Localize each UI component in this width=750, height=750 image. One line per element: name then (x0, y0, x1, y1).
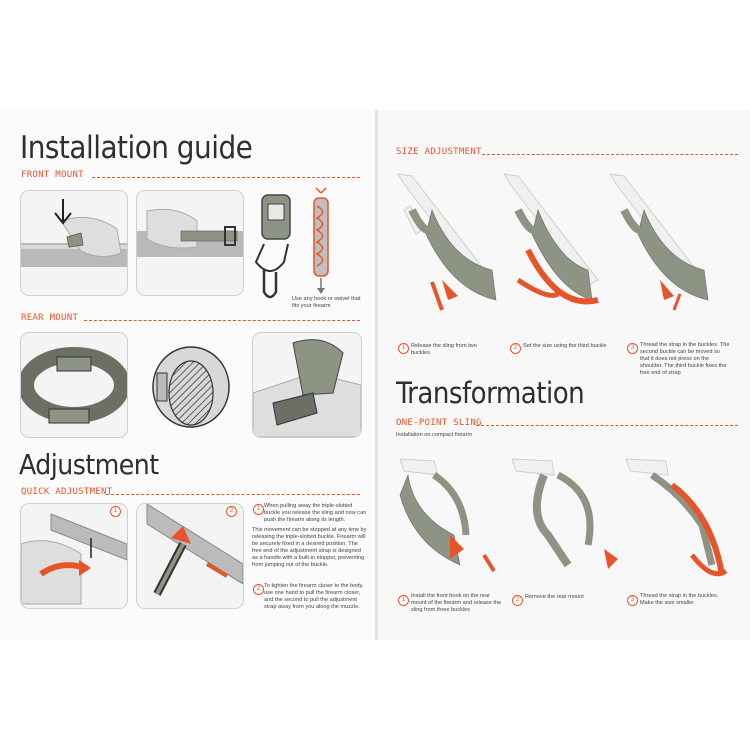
rear-mount-illustration-1 (21, 333, 127, 437)
front-mount-rule (92, 177, 360, 178)
one-point-sling-rule (476, 425, 738, 426)
rear-mount-panel-1 (20, 332, 128, 438)
quick-adjustment-panel-1 (20, 503, 128, 609)
rear-mount-panel-2 (136, 332, 244, 438)
installation-guide-title: Installation guide (20, 130, 253, 166)
one-point-step-1-number: 1 (398, 595, 409, 606)
rear-mount-label: REAR MOUNT (21, 313, 79, 323)
quick-adjustment-text-1-number: 1 (253, 504, 264, 515)
one-point-step-1-text: Install the front hook on the rear mount of the firearm and release the sling from three buckles (411, 593, 502, 613)
rear-mount-illustration-2 (137, 333, 243, 437)
transformation-title: Transformation (396, 376, 585, 410)
quick-adjustment-text-2: To tighten the firearm closer to the body, use one hand to pull the firearm closer, and the second to pull the adjustment strap away from you along the muzzle. (264, 583, 364, 610)
page-fold (375, 110, 378, 640)
size-step-2-number: 2 (510, 343, 521, 354)
front-mount-label: FRONT MOUNT (21, 170, 84, 180)
one-point-step-2-text: Remove the rear mount (525, 594, 584, 600)
quick-adjustment-panel-2 (136, 503, 244, 609)
size-step-2-text: Set the size using the third buckle (523, 343, 607, 349)
quick-adjustment-text-1b: This movement can be stopped at any time by releasing the triple-slotted buckle. Firearm will be securely fixed in a desired position. The free end of the adjustment strap is designed as a handle with a built-in stopper, preventing from jumping out of the buckle. (252, 527, 367, 568)
quick-adjustment-step-1-number: 1 (110, 506, 121, 517)
size-adjustment-rule (482, 154, 738, 155)
quick-adjustment-label: QUICK ADJUSTMENT (21, 487, 113, 497)
size-step-1-number: 1 (398, 343, 409, 354)
front-mount-panel-2 (136, 190, 244, 296)
size-step-3-number: 3 (627, 343, 638, 354)
quick-adjustment-step-2-number: 2 (226, 506, 237, 517)
front-mount-caption: Use any hook or swivel that fits your firearm (292, 296, 361, 309)
adjustment-title: Adjustment (19, 448, 159, 481)
front-mount-panel-1 (20, 190, 128, 296)
size-step-1-text: Release the sling from two buckles (411, 343, 477, 356)
one-point-sling-subtitle: Installation on compact firearm (396, 432, 473, 438)
one-point-step-3-number: 3 (627, 595, 638, 606)
quick-adjustment-illustration-2 (137, 504, 243, 608)
rear-mount-rule (84, 320, 360, 321)
quick-adjustment-text-2-number: 2 (253, 584, 264, 595)
front-mount-illustration-1 (21, 191, 127, 295)
one-point-sling-label: ONE-POINT SLING (396, 418, 482, 428)
size-step-3-text: Thread the strap in the buckles. The second buckle can be moved so that it does not press on the shoulder. The third buckle fixes the free end of strap (640, 342, 730, 376)
quick-adjustment-rule (106, 494, 360, 495)
rear-mount-panel-3 (252, 332, 362, 438)
front-mount-illustration-2 (137, 191, 243, 295)
one-point-step-3-text: Thread the strap in the buckles. Make the size smaller (640, 593, 719, 606)
one-point-step-2-number: 2 (512, 595, 523, 606)
rear-mount-illustration-3 (253, 333, 361, 437)
quick-adjustment-illustration-1 (21, 504, 127, 608)
quick-adjustment-text-1: When pulling away the triple-slotted buckle you release the sling and now can push the firearm along its length. (264, 503, 367, 523)
size-adjustment-label: SIZE ADJUSTMENT (396, 147, 482, 157)
